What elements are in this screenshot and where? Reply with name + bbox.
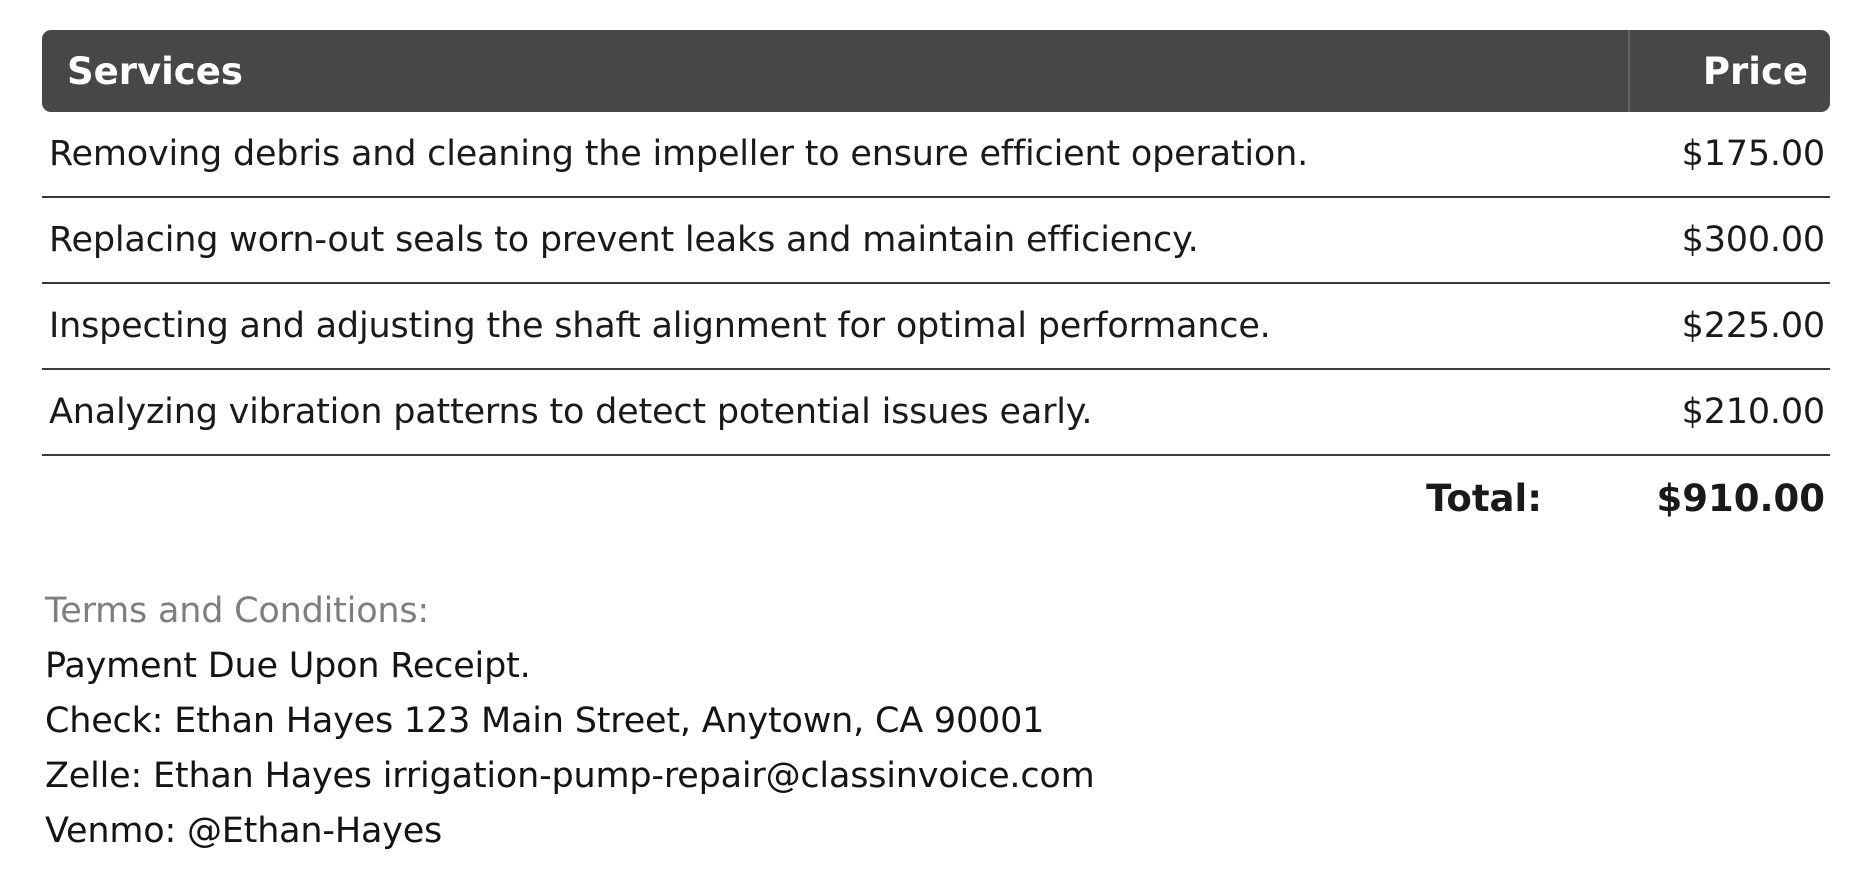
terms-heading: Terms and Conditions: xyxy=(45,591,430,631)
terms-line-venmo: Venmo: @Ethan-Hayes xyxy=(45,811,443,851)
service-description: Inspecting and adjusting the shaft alignment for optimal performance. xyxy=(49,306,1271,346)
terms-section xyxy=(42,584,1830,859)
terms-line-zelle: Zelle: Ethan Hayes irrigation-pump-repair@classinvoice.com xyxy=(45,756,1095,796)
service-description: Analyzing vibration patterns to detect potential issues early. xyxy=(49,392,1093,432)
table-header-row xyxy=(42,30,1830,112)
total-label: Total: xyxy=(1426,476,1542,520)
table-row xyxy=(42,370,1830,456)
services-table xyxy=(42,30,1830,540)
service-description: Replacing worn-out seals to prevent leaks and maintain efficiency. xyxy=(49,220,1199,260)
terms-line-check: Check: Ethan Hayes 123 Main Street, Anytown, CA 90001 xyxy=(45,701,1045,741)
column-header-services: Services xyxy=(42,30,1630,112)
total-value: $910.00 xyxy=(1656,476,1825,520)
column-header-price: Price xyxy=(1702,49,1808,93)
terms-line-payment: Payment Due Upon Receipt. xyxy=(45,646,531,686)
service-price: $225.00 xyxy=(1681,306,1825,346)
table-row xyxy=(42,198,1830,284)
total-row xyxy=(42,456,1830,540)
service-price: $300.00 xyxy=(1681,220,1825,260)
service-description: Removing debris and cleaning the impeller to ensure efficient operation. xyxy=(49,134,1309,174)
table-row xyxy=(42,284,1830,370)
service-price: $175.00 xyxy=(1681,134,1825,174)
service-price: $210.00 xyxy=(1681,392,1825,432)
table-row xyxy=(42,112,1830,198)
